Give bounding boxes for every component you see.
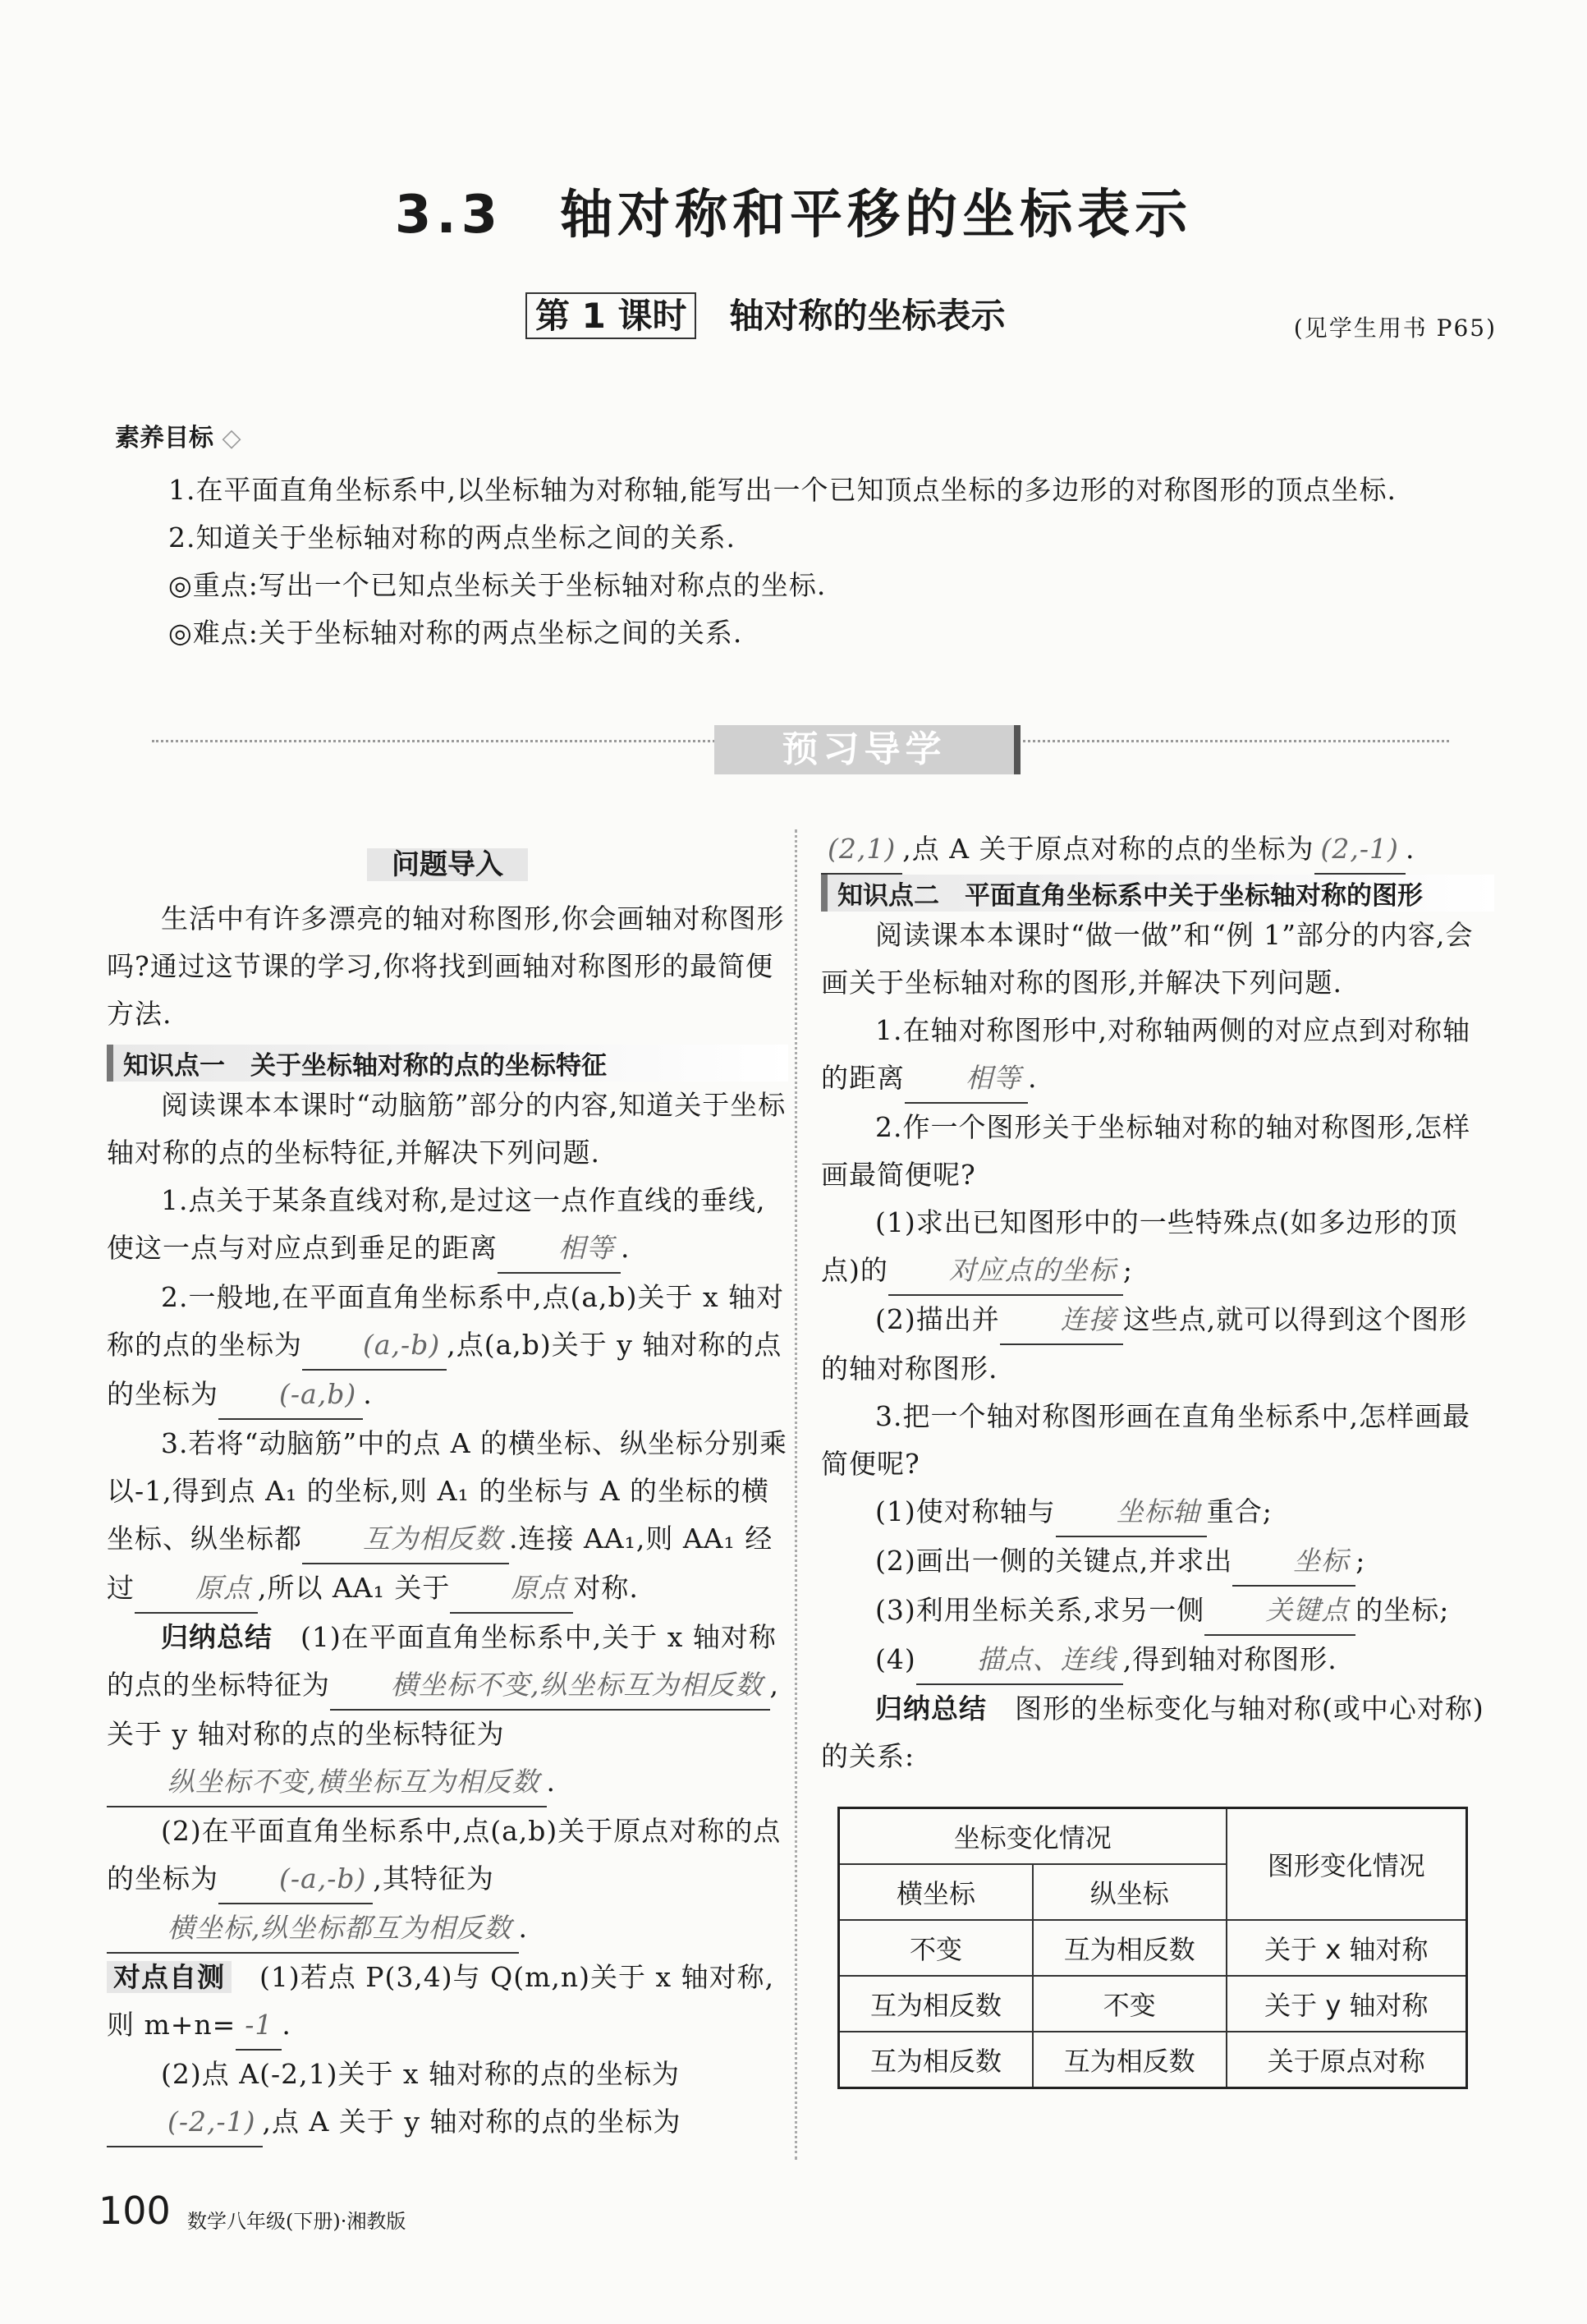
- self-check-label: 对点自测: [107, 1961, 232, 1993]
- reference-note: (见学生用书 P65): [1293, 315, 1497, 342]
- r-question-2b: (2)描出并 连接 这些点,就可以得到这个图形的轴对称图形.: [821, 1296, 1494, 1393]
- r-question-3d: (4) 描点、连线 ,得到轴对称图形.: [821, 1636, 1494, 1685]
- self-check-2: (2)点 A(-2,1)关于 x 轴对称的点的坐标为(-2,-1) ,点 A 关于 y 轴对称的点的坐标为: [107, 2051, 788, 2147]
- page-title: 3.3 轴对称和平移的坐标表示: [394, 185, 1193, 246]
- table-row: 互为相反数 互为相反数 关于原点对称: [839, 2032, 1467, 2088]
- knowledge-point-2: 知识点二 平面直角坐标系中关于坐标轴对称的图形: [821, 875, 1494, 912]
- lesson-name: 轴对称的坐标表示: [729, 296, 1006, 336]
- page-number: 100: [99, 2189, 171, 2233]
- lesson-number: 第 1 课时: [525, 292, 696, 339]
- intro-text: 生活中有许多漂亮的轴对称图形,你会画轴对称图形吗?通过这节课的学习,你将找到画轴对称图形的最简便方法.: [107, 903, 785, 1030]
- goal-key: ◎重点:写出一个已知点坐标关于坐标轴对称点的坐标.: [168, 569, 827, 601]
- self-check-1: 对点自测 (1)若点 P(3,4)与 Q(m,n)关于 x 轴对称,则 m+n= -1 .: [107, 1954, 788, 2051]
- goal-item: 1.在平面直角坐标系中,以坐标轴为对称轴,能写出一个已知顶点坐标的多边形的对称图形的顶点坐标.: [168, 474, 1397, 506]
- continued-answer: (2,1) ,点 A 关于原点对称的点的坐标为 (2,-1) .: [821, 825, 1494, 875]
- goal-item: 2.知道关于坐标轴对称的两点坐标之间的关系.: [168, 521, 736, 553]
- r-question-3c: (3)利用坐标关系,求另一侧 关键点 的坐标;: [821, 1587, 1494, 1636]
- r-question-2a: (1)求出已知图形中的一些特殊点(如多边形的顶点)的 对应点的坐标 ;: [821, 1199, 1494, 1296]
- section-banner: [152, 728, 1449, 773]
- r-question-2: 2.作一个图形关于坐标轴对称的轴对称图形,怎样画最简便呢?: [821, 1111, 1470, 1191]
- question-2: 2.一般地,在平面直角坐标系中,点(a,b)关于 x 轴对称的点的坐标为 (a,-b) ,点(a,b)关于 y 轴对称的点的坐标为 (-a,b) .: [107, 1274, 788, 1420]
- summary-1: 归纳总结 (1)在平面直角坐标系中,关于 x 轴对称的点的坐标特征为 横坐标不变,纵坐标互为相反数 ,关于 y 轴对称的点的坐标特征为纵坐标不变,横坐标互为相反数 .: [107, 1614, 788, 1807]
- r-question-3: 3.把一个轴对称图形画在直角坐标系中,怎样画最简便呢?: [821, 1400, 1470, 1480]
- goals-heading: 素养目标 ◇: [115, 424, 241, 452]
- table-row: 互为相反数 不变 关于 y 轴对称: [839, 1976, 1467, 2032]
- intro-heading: 问题导入: [367, 848, 528, 881]
- section-label: 预习导学: [714, 725, 1021, 774]
- r-summary: 归纳总结 图形的坐标变化与轴对称(或中心对称)的关系:: [821, 1692, 1484, 1772]
- diamond-icon: ◇: [222, 424, 241, 452]
- question-3: 3.若将“动脑筋”中的点 A 的横坐标、纵坐标分别乘以-1,得到点 A₁ 的坐标,则 A₁ 的坐标与 A 的坐标的横坐标、纵坐标都 互为相反数 .连接 AA₁,则 AA₁ 经过 原点 ,所以 AA₁ 关于 原点 对称.: [107, 1420, 788, 1614]
- question-1: 1.点关于某条直线对称,是过这一点作直线的垂线,使这一点与对应点到垂足的距离 相等 .: [107, 1177, 788, 1274]
- r-question-3b: (2)画出一侧的关键点,并求出 坐标 ;: [821, 1537, 1494, 1587]
- knowledge-point-1: 知识点一 关于坐标轴对称的点的坐标特征: [107, 1045, 788, 1082]
- table-header: 坐标变化情况: [839, 1808, 1227, 1865]
- table-row: 不变 互为相反数 关于 x 轴对称: [839, 1920, 1467, 1976]
- table-header: 图形变化情况: [1227, 1808, 1467, 1921]
- lesson-title: [525, 289, 1005, 338]
- summary-2: (2)在平面直角坐标系中,点(a,b)关于原点对称的点的坐标为 (-a,-b) ,其特征为横坐标,纵坐标都互为相反数 .: [107, 1807, 788, 1954]
- right-column: [821, 825, 1494, 1780]
- table-header: 横坐标: [839, 1864, 1033, 1920]
- column-divider: [795, 829, 797, 2160]
- kp1-instructions: 阅读课本本课时“动脑筋”部分的内容,知道关于坐标轴对称的点的坐标特征,并解决下列问题.: [107, 1089, 787, 1169]
- table-header: 纵坐标: [1033, 1864, 1227, 1920]
- r-question-1: 1.在轴对称图形中,对称轴两侧的对应点到对称轴的距离 相等 .: [821, 1007, 1494, 1104]
- relation-table: [837, 1807, 1468, 2089]
- kp2-instructions: 阅读课本本课时“做一做”和“例 1”部分的内容,会画关于坐标轴对称的图形,并解决下列问题.: [821, 919, 1474, 999]
- book-title: 数学八年级(下册)·湘教版: [187, 2210, 406, 2233]
- r-question-3a: (1)使对称轴与 坐标轴 重合;: [821, 1488, 1494, 1537]
- goal-difficulty: ◎难点:关于坐标轴对称的两点坐标之间的关系.: [168, 617, 743, 649]
- left-column: [107, 842, 788, 2147]
